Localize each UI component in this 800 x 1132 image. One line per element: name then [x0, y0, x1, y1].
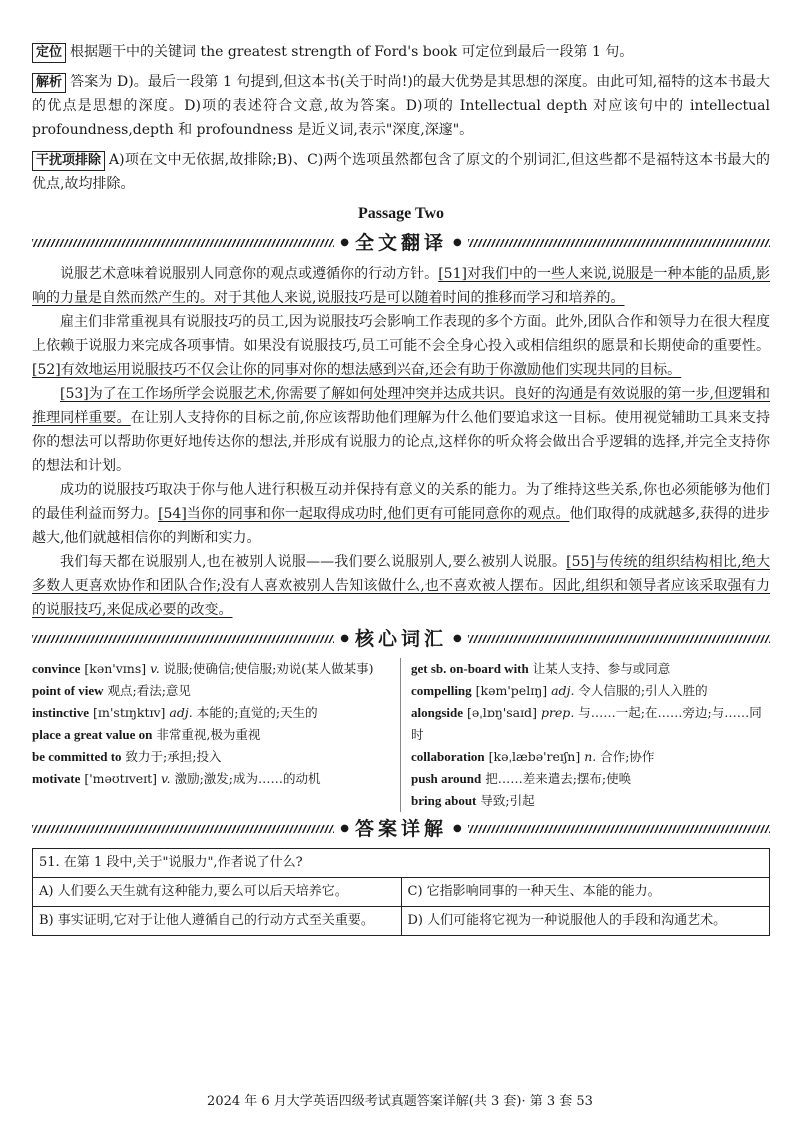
- answer-underline: [55]与传统的组织结构相比,绝大多数人更喜欢协作和团队合作;没有人喜欢被别人告知该做什么,也不喜欢被人摆布。因此,组织和领导者应该采取强有力的说服技巧,来促成必要的改变。: [32, 554, 770, 618]
- answer-underline: [52]有效地运用说服技巧不仅会让你的同事对你的想法感到兴奋,还会有助于你激励他们实现共同的目标。: [32, 362, 682, 378]
- vocab-item: be committed to 致力于;承担;投入: [32, 749, 222, 764]
- vocab-item: compelling [kəm'pelɪŋ] adj. 令人信服的;引人入胜的: [411, 683, 708, 698]
- locate-tag: 定位: [32, 43, 66, 63]
- section-title: 核心词汇: [355, 628, 448, 650]
- bullet-icon: ●: [453, 823, 462, 834]
- bullet-icon: ●: [340, 823, 349, 834]
- locate-text: 根据题干中的关键词 the greatest strength of Ford's book 可定位到最后一段第 1 句。: [70, 44, 634, 60]
- page-footer: 2024 年 6 月大学英语四级考试真题答案详解(共 3 套)· 第 3 套 53: [207, 1094, 593, 1109]
- section-title: 全文翻译: [355, 232, 448, 254]
- hatch-divider: [468, 239, 770, 247]
- bullet-icon: ●: [453, 633, 462, 644]
- hatch-divider: [32, 239, 334, 247]
- answer-underline: [54]当你的同事和你一起取得成功时,他们更有可能同意你的观点。: [158, 506, 570, 522]
- hatch-divider: [468, 825, 770, 833]
- explain-text: 答案为 D)。最后一段第 1 句提到,但这本书(关于时尚!)的最大优势是其思想的深度。由此可知,福特的这本书最大的优点是思想的深度。D)项的表述符合文意,故为答案。D)项的 Intellectual depth 对应该句中的 intellectual profoundness,depth 和 profoundness 是近义词,表示"深度,深邃"。: [32, 74, 770, 138]
- section-header-vocab: [32, 626, 770, 652]
- vocab-item: motivate ['məʊtɪveɪt] v. 激励;激发;成为……的动机: [32, 771, 321, 786]
- translation-paragraph: [53]为了在工作场所学会说服艺术,你需要了解如何处理冲突并达成共识。良好的沟通是有效说服的第一步,但逻辑和推理同样重要。在让别人支持你的目标之前,你应该帮助他们理解为什么他们要追求这一目标。使用视觉辅助工具来支持你的想法可以帮助你更好地传达你的想法,并形成有说服力的论点,这样你的听众将会做出合乎逻辑的选择,并完全支持你的想法和计划。: [32, 386, 770, 474]
- vocab-item: get sb. on-board with 让某人支持、参与或同意: [411, 661, 671, 676]
- answer-underline: [53]为了在工作场所学会说服艺术,你需要了解如何处理冲突并达成共识。良好的沟通是有效说服的第一步,但逻辑和推理同样重要。: [32, 386, 770, 426]
- vocab-item: instinctive [ɪn'stɪŋktɪv] adj. 本能的;直觉的;天生的: [32, 705, 318, 720]
- translation-paragraph: 雇主们非常重视具有说服技巧的员工,因为说服技巧会影响工作表现的多个方面。此外,团队合作和领导力在很大程度上依赖于说服力来完成各项事情。如果没有说服技巧,员工可能不会全身心投入或相信组织的愿景和长期使命的重要性。[52]有效地运用说服技巧不仅会让你的同事对你的想法感到兴奋,还会有助于你激励他们实现共同的目标。: [32, 314, 770, 378]
- translation-paragraph: 成功的说服技巧取决于你与他人进行积极互动并保持有意义的关系的能力。为了维持这些关系,你也必须能够为他们的最佳利益而努力。[54]当你的同事和你一起取得成功时,他们更有可能同意你的观点。他们取得的成就越多,获得的进步越大,他们就越相信你的判断和实力。: [32, 482, 770, 546]
- question-table: [32, 848, 770, 936]
- question-stem: 51. 在第 1 段中,关于"说服力",作者说了什么?: [33, 849, 770, 878]
- translation-body: [32, 262, 770, 622]
- vocab-item: collaboration [kəˌlæbə'reɪʃn] n. 合作;协作: [411, 749, 655, 764]
- vocab-item: alongside [əˌlɒŋ'saɪd] prep. 与……一起;在……旁边;与……同时: [411, 705, 762, 742]
- hatch-divider: [32, 635, 334, 643]
- vocab-column-right: [401, 658, 770, 812]
- hatch-divider: [32, 825, 334, 833]
- option-d: D) 人们可能将它视为一种说服他人的手段和沟通艺术。: [401, 907, 770, 936]
- vocab-item: convince [kən'vɪns] v. 说服;使确信;使信服;劝说(某人做某事): [32, 661, 374, 676]
- vocab-item: place a great value on 非常重视,极为重视: [32, 727, 261, 742]
- locate-block: [32, 40, 770, 64]
- option-c: C) 它指影响同事的一种天生、本能的能力。: [401, 878, 770, 907]
- option-b: B) 事实证明,它对于让他人遵循自己的行动方式至关重要。: [33, 907, 402, 936]
- answer-underline: 对于其他人来说,说服技巧是可以随着时间的推移而学习和培养的。: [214, 290, 625, 306]
- translation-paragraph: 我们每天都在说服别人,也在被别人说服——我们要么说服别人,要么被别人说服。[55]与传统的组织结构相比,绝大多数人更喜欢协作和团队合作;没有人喜欢被别人告知该做什么,也不喜欢被人摆布。因此,组织和领导者应该采取强有力的说服技巧,来促成必要的改变。: [32, 554, 770, 618]
- hatch-divider: [468, 635, 770, 643]
- translation-paragraph: 说服艺术意味着说服别人同意你的观点或遵循你的行动方针。[51]对我们中的一些人来说,说服是一种本能的品质,影响的力量是自然而然产生的。对于其他人来说,说服技巧是可以随着时间的推移而学习和培养的。: [32, 266, 771, 306]
- explain-tag: 解析: [32, 73, 66, 93]
- vocab-column-left: [32, 658, 401, 812]
- section-title: 答案详解: [355, 818, 448, 840]
- section-header-answers: [32, 816, 770, 842]
- explain-block: [32, 70, 770, 142]
- distractor-tag: 干扰项排除: [32, 151, 105, 171]
- option-a: A) 人们要么天生就有这种能力,要么可以后天培养它。: [33, 878, 402, 907]
- vocab-item: bring about 导致;引起: [411, 793, 535, 808]
- vocab-item: push around 把……差来遣去;摆布;使唤: [411, 771, 632, 786]
- bullet-icon: ●: [340, 633, 349, 644]
- vocab-item: point of view 观点;看法;意见: [32, 683, 191, 698]
- bullet-icon: ●: [340, 237, 349, 248]
- answer-underline: [51]对我们中的一些人来说,说服是一种本能的品质,影响的力量是自然而然产生的。: [32, 266, 771, 306]
- distractor-block: [32, 148, 770, 196]
- passage-title: Passage Two: [357, 205, 445, 222]
- bullet-icon: ●: [453, 237, 462, 248]
- section-header-translation: [32, 230, 770, 256]
- page-content: [32, 40, 770, 936]
- distractor-text: A)项在文中无依据,故排除;B)、C)两个选项虽然都包含了原文的个别词汇,但这些都不是福特这本书最大的优点,故均排除。: [32, 152, 770, 192]
- vocab-list: [32, 658, 770, 812]
